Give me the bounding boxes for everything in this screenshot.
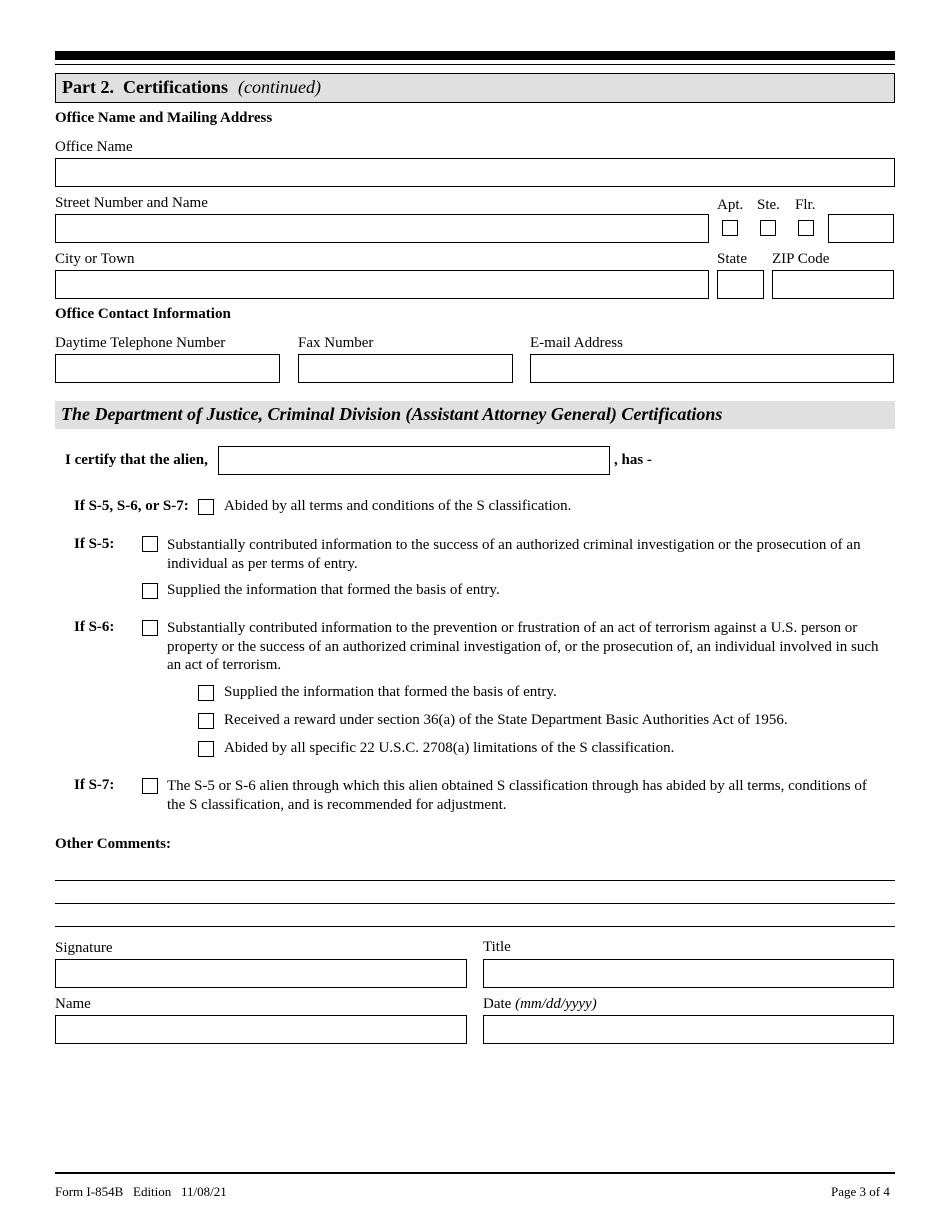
certify-suffix: , has - [614,452,652,468]
s7-checkbox[interactable] [142,778,158,794]
office-section-title: Office Name and Mailing Address [55,110,273,126]
doj-banner-title: The Department of Justice, Criminal Division (Assistant Attorney General) Certifications [61,404,723,424]
part-title: Part 2. Certifications [62,77,228,97]
date-label-wrap [483,996,597,1013]
city-field[interactable] [55,270,709,299]
comment-line-2[interactable] [55,903,895,904]
doj-banner [55,401,895,429]
s6-sub-checkbox-2[interactable] [198,713,214,729]
unit-number-field[interactable] [828,214,894,243]
part-subtitle: (continued) [238,77,321,97]
s6-sub-text-3: Abided by all specific 22 U.S.C. 2708(a) limitations of the S classification. [224,740,675,756]
comment-line-3[interactable] [55,926,895,927]
s7-tag: If S-7: [74,777,115,793]
comment-line-1[interactable] [55,880,895,881]
zip-label: ZIP Code [772,251,830,267]
s6-checkbox-1[interactable] [142,620,158,636]
phone-label: Daytime Telephone Number [55,335,226,351]
s6-sub-checkbox-1[interactable] [198,685,214,701]
s6-text-1: Substantially contributed information to the prevention or frustration of an act of terrorism against a U.S. person or property or the success of an authorized criminal investigation of, or the prosecution of, an individual involved in such an act of terrorism. [167,620,879,673]
s6-sub-text-2: Received a reward under section 36(a) of the State Department Basic Authorities Act of 1956. [224,712,788,728]
certify-prefix: I certify that the alien, [65,452,208,468]
s5-text-2: Supplied the information that formed the basis of entry. [167,582,500,598]
s5-checkbox-1[interactable] [142,536,158,552]
top-thin-rule [55,64,895,65]
fax-label: Fax Number [298,335,374,351]
street-field[interactable] [55,214,709,243]
footer-page: Page 3 of 4 [831,1184,890,1199]
title-label: Title [483,939,511,955]
title-field[interactable] [483,959,894,988]
alien-name-field[interactable] [218,446,610,475]
name-field[interactable] [55,1015,467,1044]
fax-field[interactable] [298,354,513,383]
s567-tag: If S-5, S-6, or S-7: [74,498,189,514]
s5-tag: If S-5: [74,536,115,552]
signature-field[interactable] [55,959,467,988]
footer-form-id: Form I-854B Edition 11/08/21 [55,1184,227,1199]
apt-label: Apt. [717,197,744,213]
ste-label: Ste. [757,197,780,213]
state-field[interactable] [717,270,764,299]
top-thick-rule [55,51,895,60]
city-label: City or Town [55,251,135,267]
other-comments-label: Other Comments: [55,836,171,852]
apt-checkbox[interactable] [722,220,738,236]
office-name-label: Office Name [55,139,133,155]
office-name-field[interactable] [55,158,895,187]
date-field[interactable] [483,1015,894,1044]
s5-text-1: Substantially contributed information to the success of an authorized criminal investigation or the prosecution of an individual as per terms of entry. [167,537,861,572]
street-label: Street Number and Name [55,195,208,211]
s6-tag: If S-6: [74,619,115,635]
footer-rule [55,1172,895,1174]
flr-checkbox[interactable] [798,220,814,236]
state-label: State [717,251,747,267]
signature-label: Signature [55,940,113,956]
s6-sub-text-1: Supplied the information that formed the basis of entry. [224,684,557,700]
s6-sub-checkbox-3[interactable] [198,741,214,757]
date-label: Date [483,996,512,1012]
zip-field[interactable] [772,270,894,299]
name-label: Name [55,996,91,1012]
s5-checkbox-2[interactable] [142,583,158,599]
flr-label: Flr. [795,197,816,213]
email-label: E-mail Address [530,335,623,351]
s7-text: The S-5 or S-6 alien through which this alien obtained S classification through has abided by all terms, conditions of the S classification, and is recommended for adjustment. [167,778,867,813]
ste-checkbox[interactable] [760,220,776,236]
s567-text: Abided by all terms and conditions of the S classification. [224,498,572,514]
contact-section-title: Office Contact Information [55,306,231,322]
email-field[interactable] [530,354,894,383]
date-format: (mm/dd/yyyy) [515,996,597,1012]
phone-field[interactable] [55,354,280,383]
part-header [55,73,895,103]
s567-checkbox[interactable] [198,499,214,515]
